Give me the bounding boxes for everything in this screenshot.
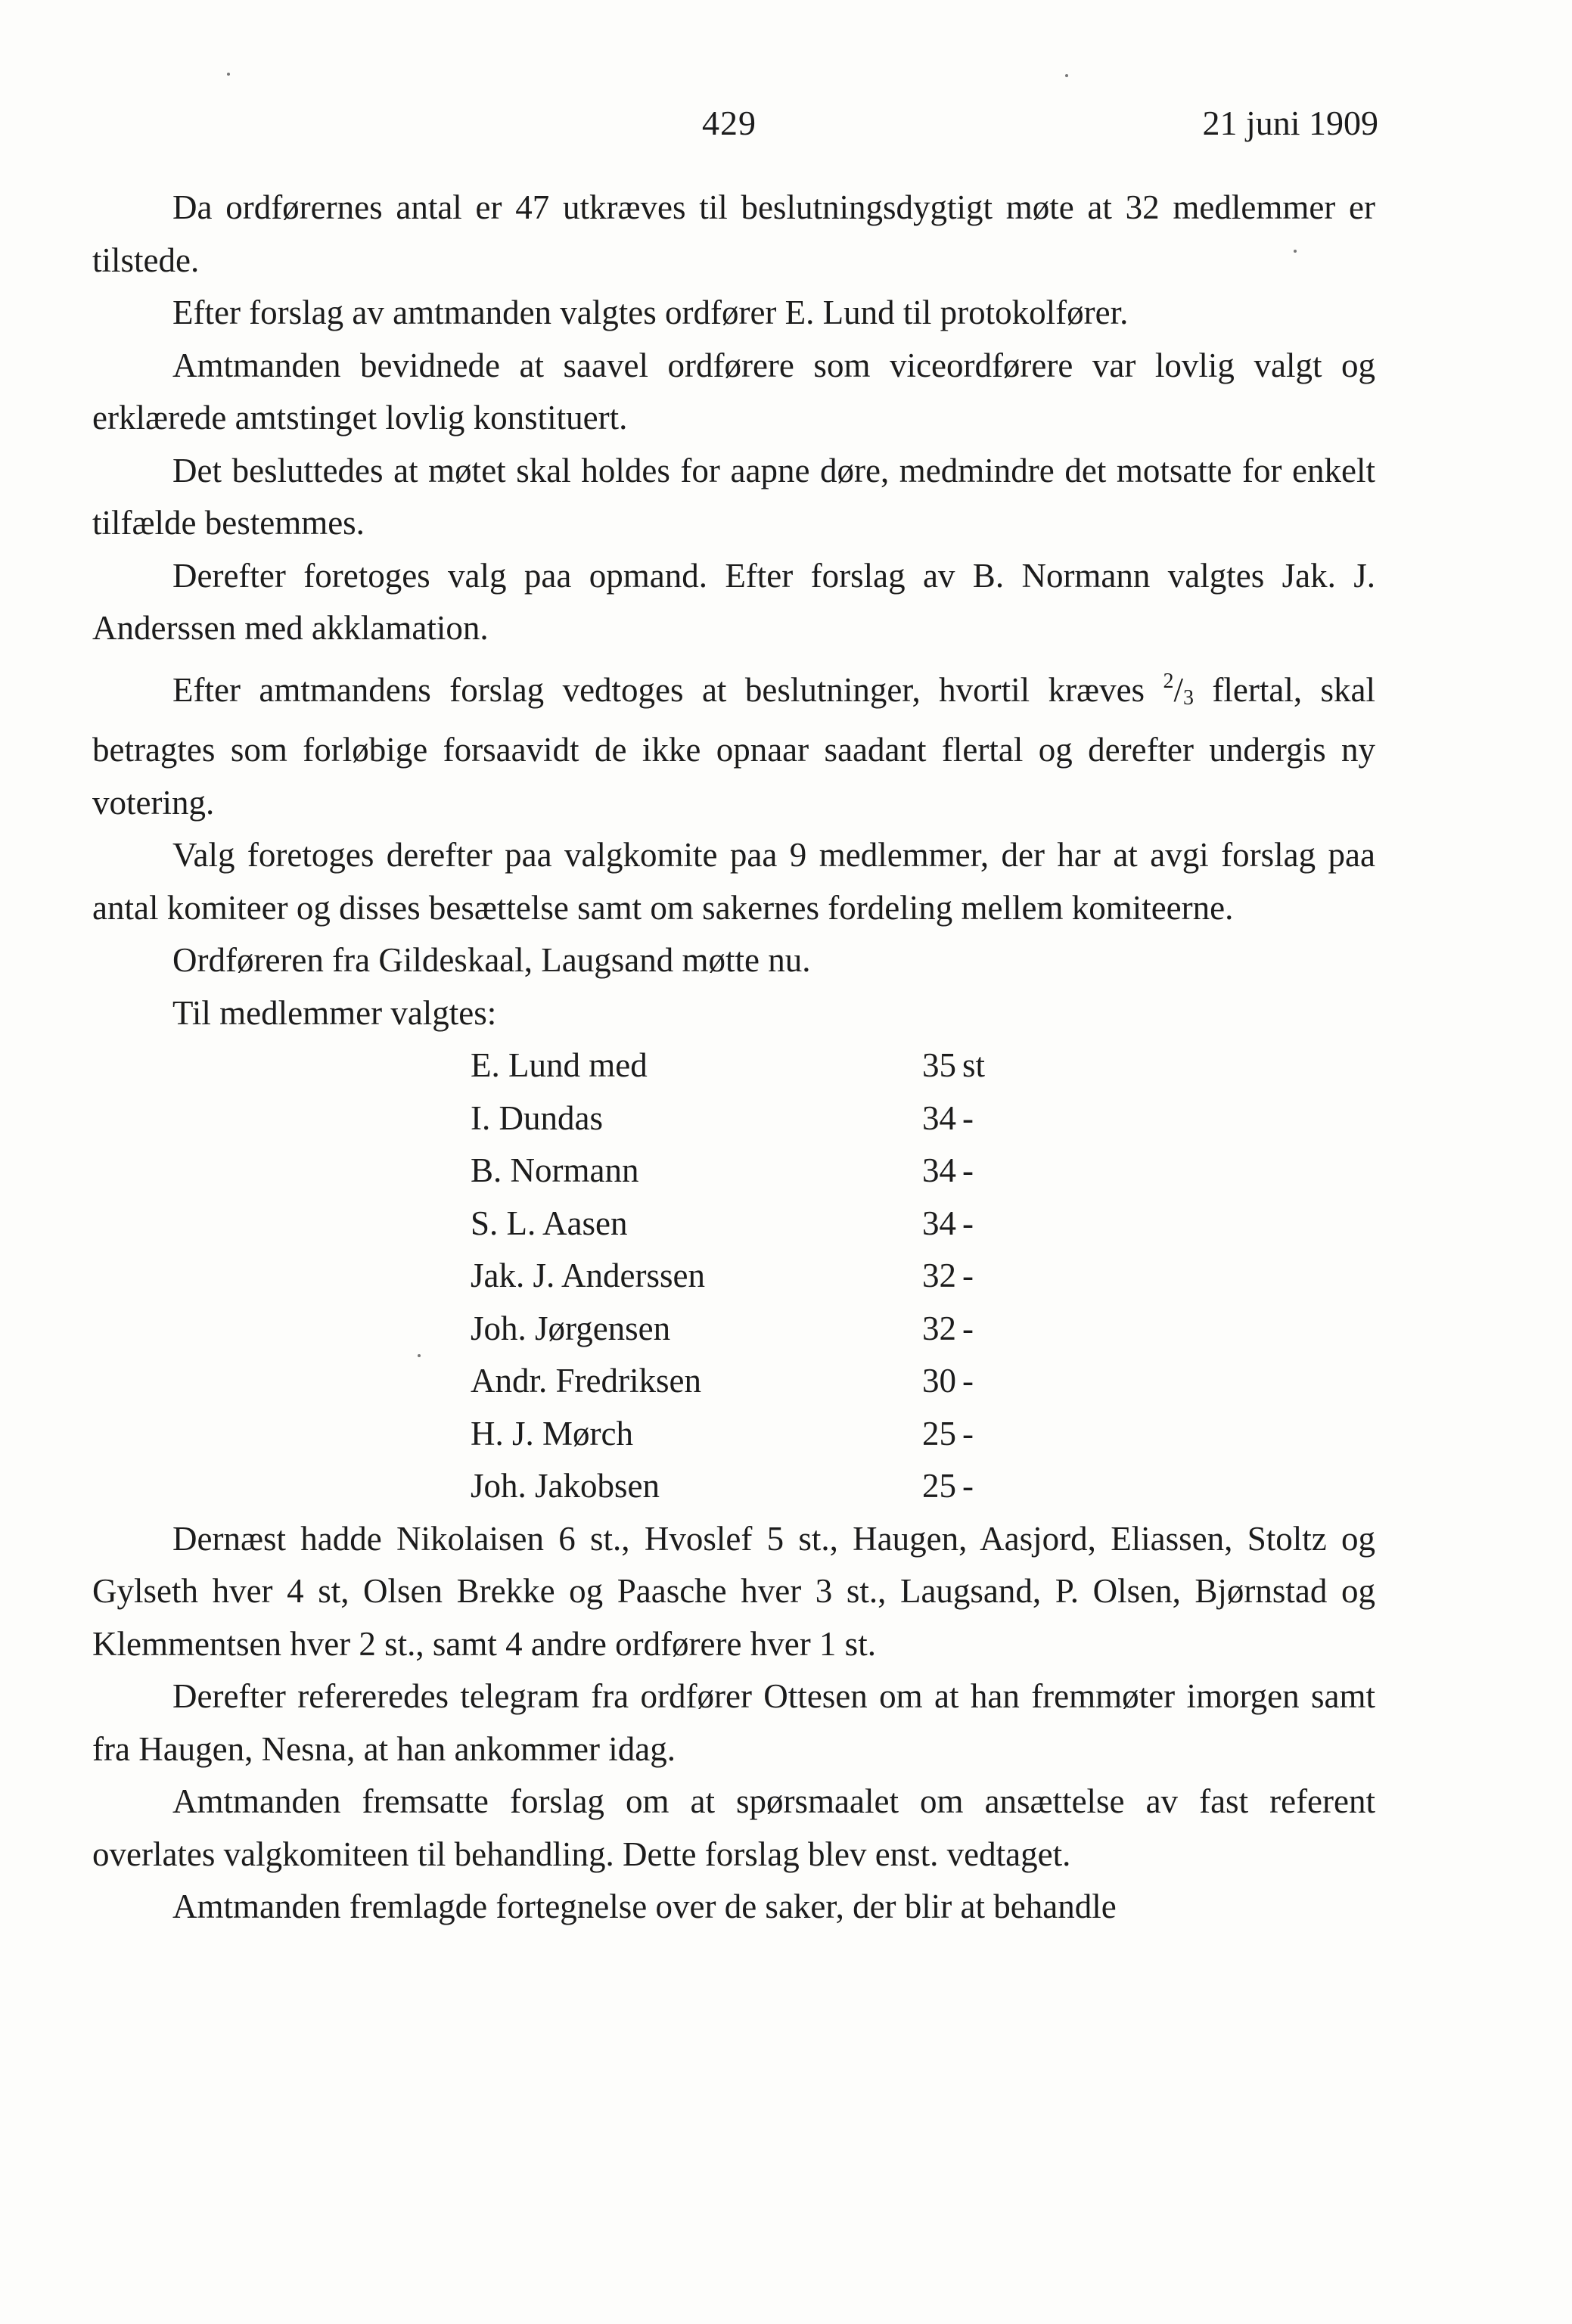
vote-row xyxy=(92,1250,1375,1303)
page-number: 429 xyxy=(702,104,756,142)
vote-count: 34 xyxy=(922,1204,956,1242)
paragraph-open-doors: Det besluttedes at møtet skal holdes for aapne døre, medmindre det motsatte for enkelt tilfælde bestemmes. xyxy=(92,451,1375,542)
paragraph-members-elected: Til medlemmer valgtes: xyxy=(172,993,497,1032)
vote-name: Joh. Jakobsen xyxy=(471,1467,660,1505)
vote-unit: - xyxy=(962,1467,974,1505)
vote-unit: - xyxy=(962,1257,974,1294)
vote-count: 30 xyxy=(922,1362,956,1400)
page-date: 21 juni 1909 xyxy=(1202,104,1378,142)
paragraph-referent-proposal: Amtmanden fremsatte forslag om at spørsmaalet om ansættelse av fast referent overlates valgkomiteen til behandling. Dette forslag blev enst. vedtaget. xyxy=(92,1782,1375,1873)
vote-name: S. L. Aasen xyxy=(471,1204,628,1242)
paragraph-protocol-keeper: Efter forslag av amtmanden valgtes ordfører E. Lund til protokolfører. xyxy=(172,294,1129,331)
vote-row xyxy=(92,1460,1375,1513)
fraction-numerator: 2 xyxy=(1163,669,1174,693)
page-header xyxy=(92,103,1378,148)
paragraph-committee-election: Valg foretoges derefter paa valgkomite paa 9 medlemmer, der har at avgi forslag paa antal komiteer og disses besættelse samt om sakernes fordeling mellem komiteerne. xyxy=(92,836,1375,927)
scan-speck xyxy=(1065,74,1068,77)
vote-row xyxy=(92,1145,1375,1198)
vote-name: H. J. Mørch xyxy=(471,1414,633,1452)
vote-count: 32 xyxy=(922,1257,956,1294)
paragraph-arrival: Ordføreren fra Gildeskaal, Laugsand møtte nu. xyxy=(172,941,811,979)
vote-count: 25 xyxy=(922,1414,956,1452)
scan-speck xyxy=(418,1354,421,1357)
paragraph-telegram: Derefter refereredes telegram fra ordfører Ottesen om at han fremmøter imorgen samt fra Haugen, Nesna, at han ankommer idag. xyxy=(92,1677,1375,1768)
vote-name: B. Normann xyxy=(471,1151,639,1189)
vote-row xyxy=(92,1092,1375,1145)
vote-count: 25 xyxy=(922,1467,956,1505)
vote-unit: - xyxy=(962,1151,974,1189)
fraction-denominator: 3 xyxy=(1183,685,1194,710)
vote-count: 34 xyxy=(922,1098,956,1137)
majority-rule-text-end: flertal, skal betragtes som forløbige forsaavidt de ikke opnaar saadant flertal og derefter undergis ny votering. xyxy=(92,670,1375,822)
vote-unit: - xyxy=(962,1098,974,1137)
vote-results-list xyxy=(92,1039,1375,1513)
scan-speck xyxy=(227,73,230,76)
vote-unit: st xyxy=(962,1046,986,1084)
paragraph-chairman-election: Derefter foretoges valg paa opmand. Efter forslag av B. Normann valgtes Jak. J. Anderssen med akklamation. xyxy=(92,556,1375,647)
vote-row xyxy=(92,1039,1375,1092)
vote-row xyxy=(92,1355,1375,1408)
vote-name: Jak. J. Anderssen xyxy=(471,1257,705,1294)
vote-row xyxy=(92,1198,1375,1251)
paragraph-other-votes: Dernæst hadde Nikolaisen 6 st., Hvoslef 5 st., Haugen, Aasjord, Eliassen, Stoltz og Gylseth hver 4 st, Olsen Brekke og Paasche hver 3 st., Laugsand, P. Olsen, Bjørnstad og Klemmentsen hver 2 st., samt 4 andre ordførere hver 1 st. xyxy=(92,1519,1375,1663)
vote-unit: - xyxy=(962,1204,974,1242)
vote-name: Andr. Fredriksen xyxy=(471,1362,701,1400)
document-body xyxy=(92,182,1375,1934)
vote-name: Joh. Jørgensen xyxy=(471,1309,671,1347)
vote-count: 34 xyxy=(922,1151,956,1189)
vote-unit: - xyxy=(962,1362,974,1400)
paragraph-majority-rule xyxy=(92,655,1375,830)
vote-count: 32 xyxy=(922,1309,956,1347)
vote-unit: - xyxy=(962,1414,974,1452)
vote-row xyxy=(92,1408,1375,1461)
paragraph-agenda: Amtmanden fremlagde fortegnelse over de saker, der blir at behandle xyxy=(172,1887,1117,1925)
majority-rule-text-start: Efter amtmandens forslag vedtoges at beslutninger, hvortil kræves xyxy=(172,670,1163,709)
vote-name: E. Lund med xyxy=(471,1046,648,1084)
vote-unit: - xyxy=(962,1309,974,1347)
vote-name: I. Dundas xyxy=(471,1098,603,1137)
scan-speck xyxy=(1294,250,1297,253)
vote-count: 35 xyxy=(922,1046,956,1084)
vote-row xyxy=(92,1303,1375,1356)
paragraph-quorum: Da ordførernes antal er 47 utkræves til beslutningsdygtigt møte at 32 medlemmer er tilstede. xyxy=(92,188,1375,279)
paragraph-constitution: Amtmanden bevidnede at saavel ordførere som viceordførere var lovlig valgt og erklærede amtstinget lovlig konstituert. xyxy=(92,346,1375,437)
fraction-slash: / xyxy=(1173,670,1183,709)
